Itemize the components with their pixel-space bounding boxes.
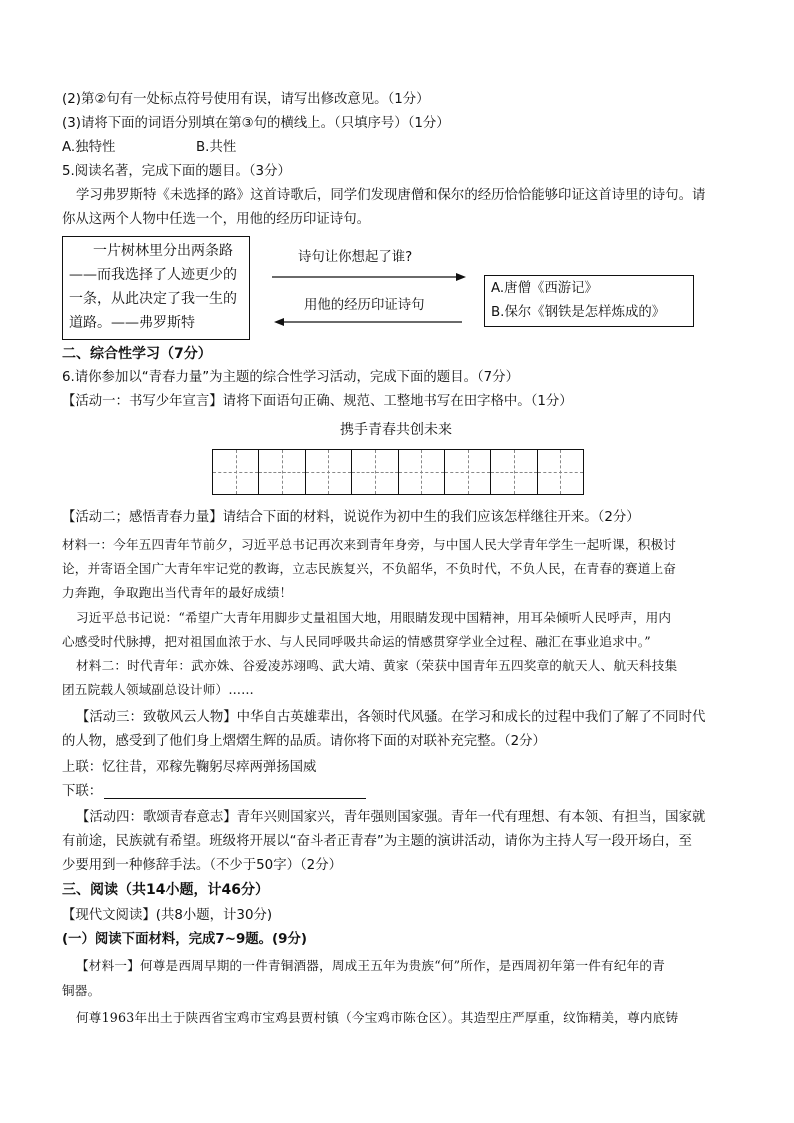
grid-cell[interactable] [352,450,398,494]
question-5-text-2: 你从这两个人物中任选一个，用他的经历印证诗句。 [62,212,370,227]
section-3-heading: 三、阅读（共14小题，计46分） [62,882,269,898]
grid-cell[interactable] [213,450,259,494]
couplet-top: 上联：忆往昔，邓稼先鞠躬尽瘁两弹扬国威 [62,760,317,775]
arrow-top-label: 诗句让你想起了谁? [298,250,413,265]
grid-cell[interactable] [445,450,491,494]
poem-line-2: ——而我选择了人迹更少的 [69,267,237,283]
activity-1-phrase: 携手青春共创未来 [340,422,452,438]
question-6: 6.请你参加以“青春力量”为主题的综合性学习活动，完成下面的题目。（7分） [62,370,519,385]
section-2-heading: 二、综合性学习（7分） [62,346,212,362]
material-1-line-3: 力奔跑，争取跑出当代青年的最好成绩！ [62,585,293,600]
material-1-line-4: 习近平总书记说：“希望广大青年用脚步丈量祖国大地，用眼睛发现中国精神，用耳朵倾听人民呼声，用内 [76,610,672,625]
part-1-heading: (一）阅读下面材料，完成7~9题。(9分) [62,932,307,947]
activity-3-line-1: 【活动三：致敬风云人物】中华自古英雄辈出，各领时代风骚。在学习和成长的过程中我们了解了不同时代 [76,710,706,725]
couplet-answer-line[interactable] [104,798,366,799]
activity-4-line-1: 【活动四：歌颂青春意志】青年兴则国家兴，青年强则国家强。青年一代有理想、有本领、有担当，国家就 [76,810,706,825]
material-1-line-5: 心感受时代脉搏，把对祖国血浓于水、与人民同呼吸共命运的情感贯穿学业全过程、融汇在事业追求中。” [62,634,651,649]
material-2-line-2: 团五院载人领域副总设计师）…… [62,682,254,697]
material-1-line-1: 材料一：今年五四青年节前夕，习近平总书记再次来到青年身旁，与中国人民大学青年学生一起听课，积极讨 [62,537,677,552]
activity-2: 【活动二；感悟青春力量】请结合下面的材料，说说作为初中生的我们应该怎样继往开来。（2分） [62,510,640,525]
options-box [484,275,694,327]
question-4-2: (2)第②句有一处标点符号使用有误，请写出修改意见。（1分） [62,92,430,107]
question-5-text-1: 学习弗罗斯特《未选择的路》这首诗歌后，同学们发现唐僧和保尔的经历恰恰能够印证这首诗里的诗句。请 [76,188,706,203]
arrow-bottom-label: 用他的经历印证诗句 [304,298,425,313]
grid-cell[interactable] [259,450,305,494]
grid-cell[interactable] [306,450,352,494]
article-line-1: 【材料一】何尊是西周早期的一件青铜酒器，周成王五年为贵族“何”所作，是西周初年第一件有纪年的青 [76,958,665,973]
poem-line-1: 一片树林里分出两条路 [93,243,233,259]
poem-line-4: 道路。——弗罗斯特 [69,315,195,331]
option-b: B.共性 [196,140,237,155]
poem-box [62,236,250,340]
tianzi-grid[interactable] [212,449,584,495]
couplet-bottom-label: 下联： [62,784,103,799]
article-line-2: 铜器。 [62,983,101,998]
article-line-3: 何尊1963年出土于陕西省宝鸡市宝鸡县贾村镇（今宝鸡市陈仓区）。其造型庄严厚重，纹饰精美，尊内底铸 [76,1010,679,1025]
activity-4-line-2: 有前途，民族就有希望。班级将开展以“奋斗者正青春”为主题的演讲活动，请你为主持人写一段开场白，至 [62,834,692,849]
option-a: A.独特性 [62,140,116,155]
grid-cell[interactable] [491,450,537,494]
option-baoer: B.保尔《钢铁是怎样炼成的》 [491,305,666,320]
question-4-3: (3)请将下面的词语分别填在第③句的横线上。（只填序号）（1分） [62,116,450,131]
grid-cell[interactable] [399,450,445,494]
poem-line-3: 一条，从此决定了我一生的 [69,291,237,307]
material-2-line-1: 材料二：时代青年：武亦姝、谷爱凌苏翊鸣、武大靖、黄家（荣获中国青年五四奖章的航天人、航天科技集 [76,658,678,673]
option-tangseng: A.唐僧《西游记》 [491,281,598,296]
material-1-line-2: 论，并寄语全国广大青年牢记党的教诲，立志民族复兴，不负韶华，不负时代，不负人民，在青春的赛道上奋 [62,561,677,576]
arrow-left-head [274,318,284,326]
activity-4-line-3: 少要用到一种修辞手法。（不少于50字）（2分） [62,858,342,873]
arrow-right-head [456,273,466,281]
question-5: 5.阅读名著，完成下面的题目。（3分） [62,164,291,179]
modern-reading-heading: 【现代文阅读】(共8小题，计30分) [62,908,273,923]
grid-cell[interactable] [538,450,583,494]
activity-3-line-2: 的人物，感受到了他们身上熠熠生辉的品质。请你将下面的对联补充完整。（2分） [62,734,546,749]
activity-1: 【活动一：书写少年宣言】请将下面语句正确、规范、工整地书写在田字格中。（1分） [62,394,573,409]
